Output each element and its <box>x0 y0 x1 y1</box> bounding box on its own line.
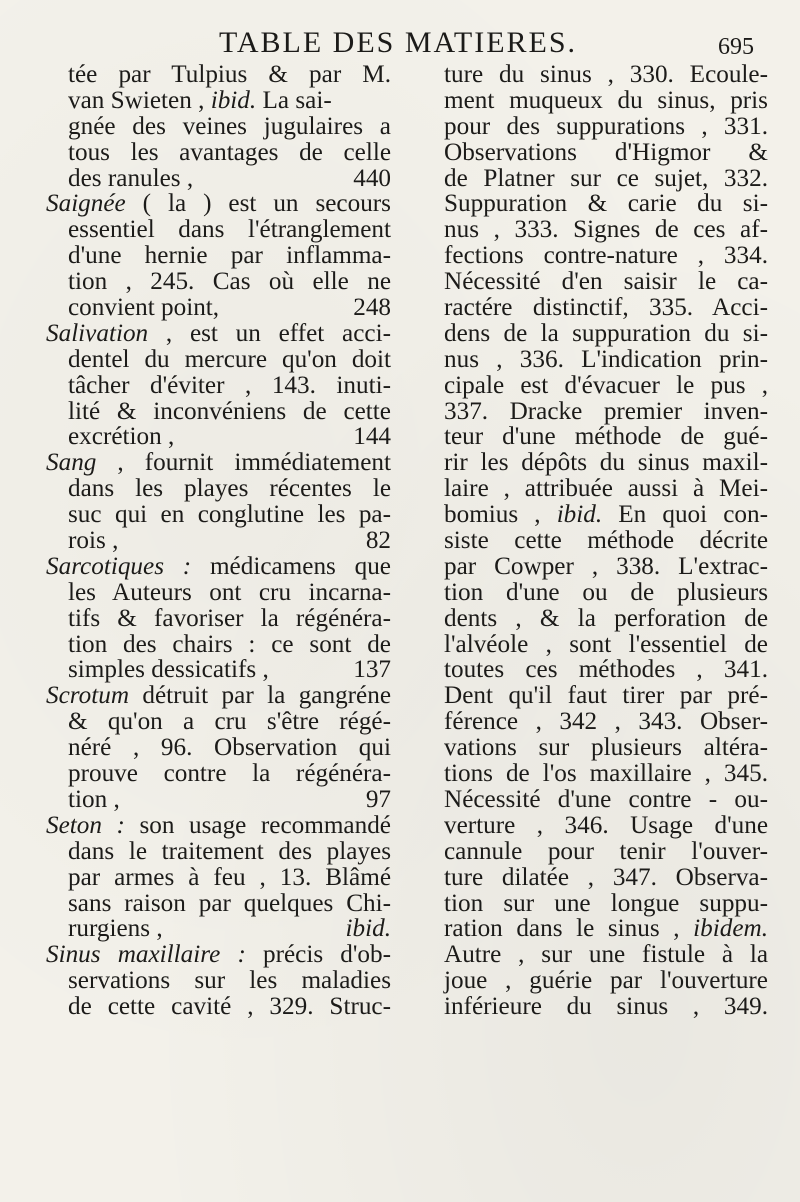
italic-term: Salivation <box>46 319 149 347</box>
text-line <box>46 683 391 709</box>
text-line <box>444 399 768 425</box>
line-text: tâcher d'éviter , 143. inuti- <box>68 371 391 399</box>
line-segment: médicamens que <box>191 552 391 580</box>
line-text: cannule pour tenir l'ouver- <box>444 837 768 865</box>
line-text: tions de l'os maxillaire , 345. <box>444 760 768 788</box>
text-line <box>444 580 768 606</box>
line-text: ture du sinus , 330. Ecoule- <box>444 61 768 88</box>
line-text <box>68 88 332 114</box>
text-line <box>46 269 391 295</box>
text-line <box>444 166 768 192</box>
text-line <box>46 968 391 994</box>
line-text: Nécessité d'en saisir le ca- <box>444 268 768 296</box>
line-text: fections contre-nature , 334. <box>444 242 768 270</box>
line-text: ment muqueux du sinus, pris <box>444 86 768 114</box>
text-line <box>444 839 768 865</box>
line-text: gnée des veines jugulaires a <box>68 112 391 140</box>
text-line <box>444 424 768 450</box>
text-line <box>46 787 391 813</box>
line-text: tion des chairs : ce sont de <box>68 630 391 658</box>
line-text: tion sur une longue suppu- <box>444 889 768 917</box>
line-segment: détruit par la gangréne <box>129 682 391 710</box>
text-line <box>46 813 391 839</box>
line-text: des ranules , <box>68 164 194 192</box>
line-text: inférieure du sinus , 349. <box>444 993 768 1021</box>
italic-term: ibid. <box>210 86 257 114</box>
line-text: par armes à feu , 13. Blâmé <box>68 863 391 891</box>
line-text: teur d'une méthode de gué- <box>444 423 768 451</box>
italic-term: ibid. <box>556 501 603 529</box>
text-line <box>444 916 768 942</box>
line-text <box>46 191 391 217</box>
line-text <box>46 813 391 839</box>
text-line <box>46 140 391 166</box>
right-column <box>444 62 768 1020</box>
line-text: & qu'on a cru s'être régé- <box>68 708 391 736</box>
text-line <box>444 243 768 269</box>
line-text: lité & inconvéniens de cette <box>68 397 391 425</box>
text-line <box>444 554 768 580</box>
line-text <box>46 321 391 347</box>
line-text: nus , 333. Signes de ces af- <box>444 216 768 244</box>
page-reference: ibid. <box>345 915 391 943</box>
text-line <box>46 399 391 425</box>
line-text <box>46 942 391 968</box>
text-line <box>46 502 391 528</box>
line-text: laire , attribuée aussi à Mei- <box>444 475 768 503</box>
line-text: ture dilatée , 347. Observa- <box>444 863 768 891</box>
line-text: néré , 96. Observation qui <box>68 734 391 762</box>
italic-term: Seton : <box>46 811 125 839</box>
text-line <box>444 683 768 709</box>
text-line <box>46 88 391 114</box>
line-text: l'alvéole , sont l'essentiel de <box>444 630 768 658</box>
line-text: rurgiens , <box>68 915 163 943</box>
italic-term: Sarcotiques : <box>46 552 192 580</box>
line-text: de Platner sur ce sujet, 332. <box>444 164 768 192</box>
line-text: rois , <box>68 527 119 555</box>
text-line <box>46 191 391 217</box>
text-line <box>46 373 391 399</box>
text-line <box>444 191 768 217</box>
text-line <box>444 968 768 994</box>
line-text: verture , 346. Usage d'une <box>444 811 768 839</box>
text-line <box>444 891 768 917</box>
text-line <box>46 243 391 269</box>
text-line <box>46 554 391 580</box>
text-line <box>46 942 391 968</box>
text-line <box>444 942 768 968</box>
line-text: Autre , sur une fistule à la <box>444 941 768 969</box>
page-reference: 82 <box>365 527 391 555</box>
text-line <box>46 62 391 88</box>
text-line <box>46 839 391 865</box>
line-text: dentel du mercure qu'on doit <box>68 345 391 373</box>
line-text: tifs & favoriser la régénéra- <box>68 604 391 632</box>
text-line <box>46 321 391 347</box>
line-text: joue , guérie par l'ouverture <box>444 967 768 995</box>
line-text: férence , 342 , 343. Obser- <box>444 708 768 736</box>
text-line <box>444 140 768 166</box>
text-line <box>444 657 768 683</box>
line-text: d'une hernie par inflamma- <box>68 242 391 270</box>
text-line <box>444 761 768 787</box>
line-text: sans raison par quelques Chi- <box>68 889 391 917</box>
line-text: toutes ces méthodes , 341. <box>444 656 768 684</box>
line-text: de cette cavité , 329. Struc- <box>68 993 391 1021</box>
line-text <box>46 683 391 709</box>
text-line <box>46 865 391 891</box>
line-text: suc qui en conglutine les pa- <box>68 501 391 529</box>
text-line <box>444 476 768 502</box>
italic-term: Saignée <box>46 190 126 218</box>
line-segment: van Swieten , <box>68 86 211 114</box>
text-line <box>444 735 768 761</box>
page-reference: 144 <box>353 423 391 451</box>
line-text: servations sur les maladies <box>68 967 391 995</box>
running-head: TABLE DES MATIERES. <box>218 26 578 59</box>
text-line <box>444 88 768 114</box>
text-line <box>46 166 391 192</box>
line-text <box>46 450 391 476</box>
text-line <box>46 528 391 554</box>
text-line <box>46 347 391 373</box>
line-text: les Auteurs ont cru incarna- <box>68 578 391 606</box>
line-text: tion , 245. Cas où elle ne <box>68 268 391 296</box>
text-line <box>444 528 768 554</box>
line-text: 337. Dracke premier inven- <box>444 397 768 425</box>
line-text: tion d'une ou de plusieurs <box>444 578 768 606</box>
text-line <box>444 114 768 140</box>
italic-term: Sang <box>46 449 97 477</box>
italic-term: Scrotum <box>46 682 130 710</box>
line-text: dens de la suppuration du si- <box>444 319 768 347</box>
line-text: dans le traitement des playes <box>68 837 391 865</box>
text-line <box>444 269 768 295</box>
line-text <box>444 502 768 528</box>
page-reference: 97 <box>365 785 391 813</box>
text-line <box>46 916 391 942</box>
text-line <box>46 295 391 321</box>
text-line <box>444 709 768 735</box>
text-line <box>444 994 768 1020</box>
line-segment: , est un effet acci- <box>148 319 391 347</box>
text-line <box>46 450 391 476</box>
text-line <box>444 606 768 632</box>
text-line <box>46 632 391 658</box>
line-text: siste cette méthode décrite <box>444 527 768 555</box>
line-text: simples dessicatifs , <box>68 656 269 684</box>
text-line <box>444 450 768 476</box>
line-text: dans les playes récentes le <box>68 475 391 503</box>
text-line <box>46 735 391 761</box>
line-text <box>46 554 391 580</box>
text-line <box>444 295 768 321</box>
line-text: Suppuration & carie du si- <box>444 190 768 218</box>
italic-term: ibidem. <box>693 915 768 943</box>
text-line <box>46 580 391 606</box>
line-text: vations sur plusieurs altéra- <box>444 734 768 762</box>
line-segment: ( la ) est un secours <box>125 190 391 218</box>
line-text: pour des suppurations , 331. <box>444 112 768 140</box>
text-line <box>46 114 391 140</box>
text-line <box>444 632 768 658</box>
line-text: tion , <box>68 785 120 813</box>
text-line <box>444 813 768 839</box>
text-line <box>444 502 768 528</box>
line-text: Nécessité d'une contre - ou- <box>444 785 768 813</box>
text-line <box>46 891 391 917</box>
text-line <box>46 217 391 243</box>
line-segment: , fournit immédiatement <box>96 449 391 477</box>
line-segment: précis d'ob- <box>245 941 391 969</box>
text-line <box>444 787 768 813</box>
left-column <box>46 62 391 1020</box>
line-segment: En quoi con- <box>602 501 768 529</box>
line-text: tée par Tulpius & par M. <box>68 61 391 88</box>
text-line <box>444 347 768 373</box>
text-line <box>46 994 391 1020</box>
text-line <box>46 709 391 735</box>
page-reference: 440 <box>353 164 391 192</box>
italic-term: Sinus maxillaire : <box>46 941 246 969</box>
text-line <box>444 865 768 891</box>
line-text: ractére distinctif, 335. Acci- <box>444 294 768 322</box>
text-line <box>46 606 391 632</box>
line-text: tous les avantages de celle <box>68 138 391 166</box>
line-text: essentiel dans l'étranglement <box>68 216 391 244</box>
page-reference: 248 <box>353 294 391 322</box>
page-number: 695 <box>718 34 754 60</box>
line-text: dents , & la perforation de <box>444 604 768 632</box>
text-line <box>46 424 391 450</box>
line-text: par Cowper , 338. L'extrac- <box>444 552 768 580</box>
page-reference: 137 <box>353 656 391 684</box>
text-line <box>444 321 768 347</box>
line-segment: bomius , <box>444 501 557 529</box>
line-text <box>444 916 768 942</box>
text-line <box>46 657 391 683</box>
line-segment: son usage recommandé <box>124 811 391 839</box>
line-text: cipale est d'évacuer le pus , <box>444 371 768 399</box>
text-line <box>46 476 391 502</box>
line-segment: La sai- <box>256 86 332 114</box>
line-segment: ration dans le sinus , <box>444 915 694 943</box>
line-text: Dent qu'il faut tirer par pré- <box>444 682 768 710</box>
line-text: Observations d'Higmor & <box>444 138 768 166</box>
line-text: rir les dépôts du sinus maxil- <box>444 449 768 477</box>
text-line <box>444 373 768 399</box>
line-text: convient point, <box>68 294 220 322</box>
text-line <box>444 217 768 243</box>
text-line <box>444 62 768 88</box>
text-line <box>46 761 391 787</box>
line-text: excrétion , <box>68 423 175 451</box>
line-text: prouve contre la régénéra- <box>68 760 391 788</box>
line-text: nus , 336. L'indication prin- <box>444 345 768 373</box>
